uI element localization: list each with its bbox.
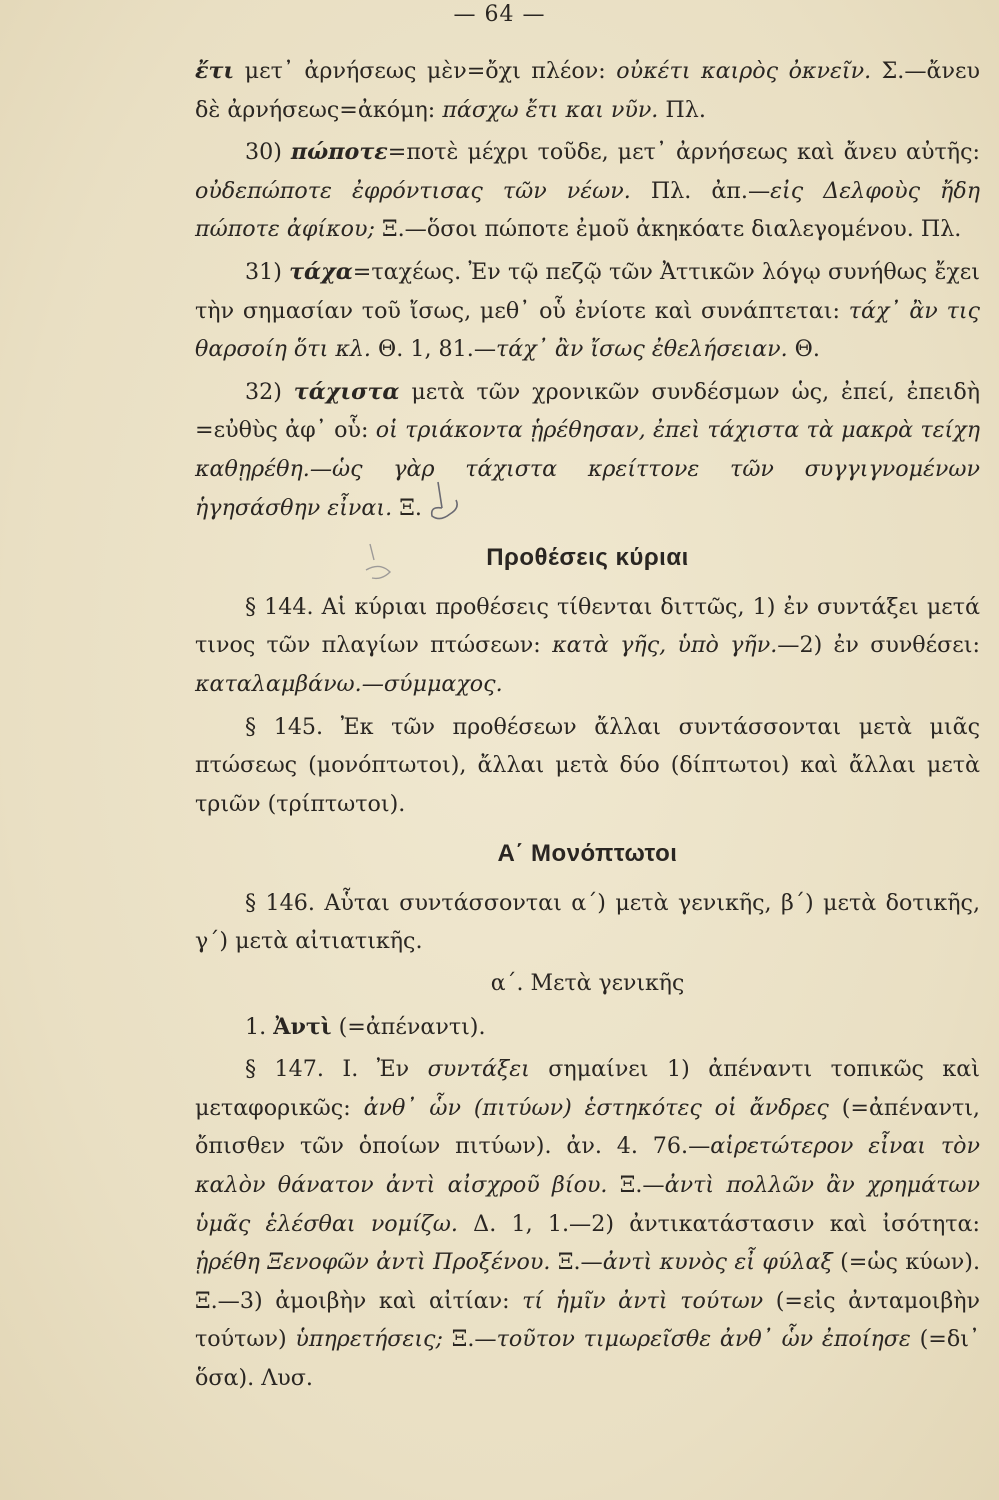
- example-span: καταλαμβάνω.—σύμμαχος.: [195, 670, 503, 697]
- example-span: εἰς Δελφοὺς ἤδη πώποτε ἀφίκου;: [195, 177, 980, 243]
- text-span: =ποτὲ μέχρι τοῦδε, μετ᾽ ἀρνήσεως καὶ ἄνευ αὐτῆς:: [387, 139, 980, 166]
- paragraph-32: [195, 373, 980, 527]
- text-span: =ταχέως. Ἐν τῷ πεζῷ τῶν Ἀττικῶν λόγῳ συνήθως ἔχει τὴν σημασίαν τοῦ ἴσως, μεθ᾽ οὗ ἐνίοτε καὶ συνάπτεται:: [195, 258, 980, 324]
- text-span: (=ἀπέναντι).: [331, 1013, 486, 1040]
- paragraph-145: § 145. Ἐκ τῶν προθέσεων ἄλλαι συντάσσονται μετὰ μιᾶς πτώσεως (μονόπτωτοι), ἄλλαι μετὰ δύο (δίπτωτοι) καὶ ἄλλαι μετὰ τριῶν (τρίπτωτοι).: [195, 713, 980, 817]
- section-heading-prothesis: Προθέσεις κύριαι: [486, 544, 689, 572]
- text-span: (=εἰς ἀνταμοιβὴν τούτων): [195, 1287, 980, 1353]
- headword-eti: ἔτι: [195, 58, 235, 84]
- example-span: οἱ τριάκοντα ᾑρέθησαν, ἐπεὶ τάχιστα τὰ μακρὰ τείχη καθῃρέθη.—ὡς γὰρ τάχιστα κρείττονε τῶν συγγιγνομένων ἡγησάσθην εἶναι.: [195, 417, 980, 521]
- text-span: (=δι᾽ ὅσα). Λυσ.: [195, 1326, 980, 1391]
- text-span: Πλ.: [658, 96, 706, 123]
- text-span: § 144. Αἱ κύριαι προθέσεις τίθενται διττῶς, 1) ἐν συντάξει μετά τινος τῶν πλαγίων πτώσεων:: [195, 593, 980, 659]
- example-span: πάσχω ἔτι και νῦν.: [442, 96, 659, 123]
- text-span: (=ὡς κύων). Ξ.—3) ἀμοιβὴν καὶ αἰτίαν:: [195, 1249, 980, 1314]
- item-number: 30): [245, 139, 291, 166]
- subheading-genitive: α΄. Μετὰ γενικῆς: [490, 971, 685, 997]
- pencil-mark-icon: [360, 540, 410, 590]
- text-span: Δ. 1, 1.—2) ἀντικατάστασιν καὶ ἰσότητα:: [457, 1210, 980, 1237]
- example-span: ἀντὶ κυνὸς εἶ φύλαξ: [602, 1249, 833, 1276]
- item-number: 32): [245, 378, 294, 405]
- paragraph-31: [195, 253, 980, 369]
- example-span: κατὰ γῆς, ὑπὸ γῆν.: [552, 632, 778, 659]
- headword-tachista: τάχιστα: [293, 378, 400, 405]
- text-span: Ξ.—: [550, 1249, 603, 1276]
- headword-popote: πώποτε: [290, 139, 388, 166]
- section-heading-monoptotoi: Α΄ Μονόπτωτοι: [497, 840, 678, 868]
- example-span: ἀντὶ πολλῶν ἂν χρημάτων ὑμᾶς ἑλέσθαι νομίζω.: [195, 1172, 981, 1237]
- text-span: Ξ.—: [442, 1326, 497, 1353]
- example-span: τάχ᾽ ἂν τις θαρσοίη ὅτι κλ.: [195, 297, 980, 363]
- item-number: 1.: [245, 1013, 274, 1040]
- text-span: Ξ.—: [607, 1172, 665, 1199]
- paragraph-144: [195, 588, 980, 704]
- headword-anti: Ἀντὶ: [273, 1013, 332, 1040]
- paragraph-30: [195, 133, 980, 249]
- page-number: — 64 —: [453, 2, 546, 27]
- text-span: Θ. 1, 81.—: [370, 336, 497, 363]
- example-span: αἱρετώτερον εἶναι τὸν καλὸν θάνατον ἀντὶ αἰσχροῦ βίου.: [195, 1133, 980, 1199]
- example-span: τάχ᾽ ἂν ἴσως ἐθελήσειαν.: [496, 336, 788, 363]
- text-span: —2) ἐν συνθέσει:: [777, 632, 980, 659]
- item-anti: [195, 1008, 980, 1047]
- paragraph-146: § 146. Αὗται συντάσσονται α΄) μετὰ γενικῆς, β΄) μετὰ δοτικῆς, γ΄) μετὰ αἰτιατικῆς.: [195, 889, 980, 955]
- pencil-mark-icon: [420, 478, 480, 538]
- text-span: § 147. I. Ἐν: [245, 1056, 428, 1083]
- example-span: τοῦτον τιμωρεῖσθε ἀνθ᾽ ὧν ἐποίησε: [496, 1326, 911, 1353]
- text-span: μετὰ τῶν χρονικῶν συνδέσμων ὡς, ἐπεί, ἐπειδὴ =εὐθὺς ἀφ᾽ οὗ:: [195, 378, 980, 444]
- page-body: [195, 52, 980, 1402]
- headword-tacha: τάχα: [289, 258, 353, 285]
- item-number: 31): [245, 258, 290, 285]
- example-span: οὐκέτι καιρὸς ὀκνεῖν.: [616, 58, 872, 84]
- example-span: τί ἡμῖν ἀντὶ τούτων: [522, 1287, 764, 1314]
- text-span: σημαίνει 1) ἀπέναντι τοπικῶς καὶ μεταφορικῶς:: [195, 1056, 980, 1121]
- text-span: Σ.—ἄνευ δὲ ἀρνήσεως=ἀκόμη:: [195, 58, 981, 123]
- example-span: οὐδεπώποτε ἐφρόντισας τῶν νέων.: [195, 177, 631, 204]
- text-span: Ξ.—ὅσοι πώποτε ἐμοῦ ἀκηκόατε διαλεγομένου. Πλ.: [374, 216, 962, 243]
- text-span: μετ᾽ ἀρνήσεως μὲν=ὄχι πλέον:: [234, 58, 617, 84]
- example-span: ὑπηρετήσεις;: [295, 1326, 443, 1353]
- text-span: (=ἀπέναντι, ὄπισθεν τῶν ὁποίων πιτύων). ἀν. 4. 76.—: [195, 1094, 980, 1160]
- example-span: ἀνθ᾽ ὧν (πιτύων) ἑστηκότες οἱ ἄνδρες: [363, 1094, 829, 1121]
- text-span: Θ.: [787, 336, 820, 363]
- example-span: ᾑρέθη Ξενοφῶν ἀντὶ Προξένου.: [195, 1249, 551, 1276]
- paragraph-147: [195, 1050, 980, 1397]
- paragraph-eti: [195, 52, 980, 129]
- text-span: Ξ.: [392, 494, 422, 521]
- text-span: Πλ. ἀπ.—: [630, 177, 771, 204]
- example-span: συντάξει: [427, 1056, 530, 1083]
